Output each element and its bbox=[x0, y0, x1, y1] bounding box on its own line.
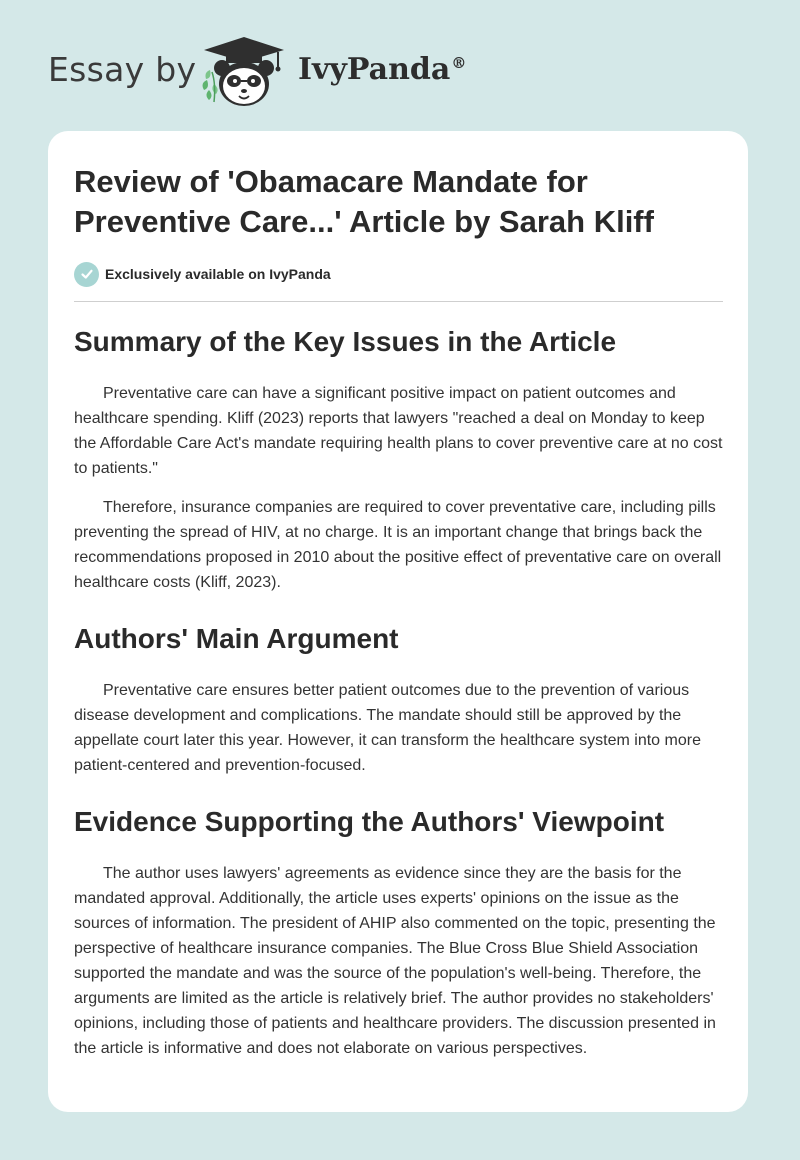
check-icon bbox=[74, 262, 99, 287]
section-heading: Summary of the Key Issues in the Article bbox=[74, 326, 617, 357]
paragraph: Preventative care can have a significant positive impact on patient outcomes and healthcare spending. Kliff (2023) reports that lawyers "reached a deal on Monday to keep the Affordable Care Act's mandate requiring health plans to cover preventive care at no cost to patients." bbox=[74, 385, 723, 477]
article-card bbox=[48, 131, 748, 1112]
section-heading: Evidence Supporting the Authors' Viewpoint bbox=[74, 806, 665, 837]
divider bbox=[74, 301, 723, 302]
brand-name[interactable]: IvyPanda® bbox=[298, 52, 467, 87]
title-line-2: Preventive Care...' Article by Sarah Kliff bbox=[74, 204, 654, 239]
site-header bbox=[0, 0, 800, 130]
exclusive-badge bbox=[74, 261, 724, 287]
article-content bbox=[74, 162, 724, 1061]
ivy-leaf-icon bbox=[203, 70, 218, 102]
brand-prefix: Essay by bbox=[48, 50, 197, 89]
paragraph: Therefore, insurance companies are required to cover preventative care, including pills preventing the spread of HIV, at no charge. It is an important change that brings back the recommendations proposed in 2010 about the positive effect of preventative care on overall healthcare costs (Kliff, 2023). bbox=[74, 499, 722, 591]
ivypanda-logo-icon[interactable] bbox=[198, 34, 290, 110]
article-title bbox=[74, 162, 724, 242]
badge-text: Exclusively available on IvyPanda bbox=[105, 266, 331, 282]
paragraph: Preventative care ensures better patient outcomes due to the prevention of various disease development and complications. The mandate should still be approved by the appellate court later this year. However, it can transform the healthcare system into more patient-centered and prevention-focused. bbox=[74, 682, 701, 774]
section-heading: Authors' Main Argument bbox=[74, 623, 399, 654]
registered-mark: ® bbox=[451, 54, 467, 72]
paragraph: The author uses lawyers' agreements as evidence since they are the basis for the mandated approval. Additionally, the article uses experts' opinions on the issue as the sources of information. The president of AHIP also commented on the topic, presenting the perspective of healthcare insurance companies. The Blue Cross Blue Shield Association supported the mandate and was the source of the population's well-being. Therefore, the arguments are limited as the article is relatively brief. The author provides no stakeholders' opinions, including those of patients and healthcare providers. The discussion presented in the article is informative and does not elaborate on various perspectives. bbox=[74, 865, 716, 1057]
title-line-1: Review of 'Obamacare Mandate for bbox=[74, 164, 588, 199]
